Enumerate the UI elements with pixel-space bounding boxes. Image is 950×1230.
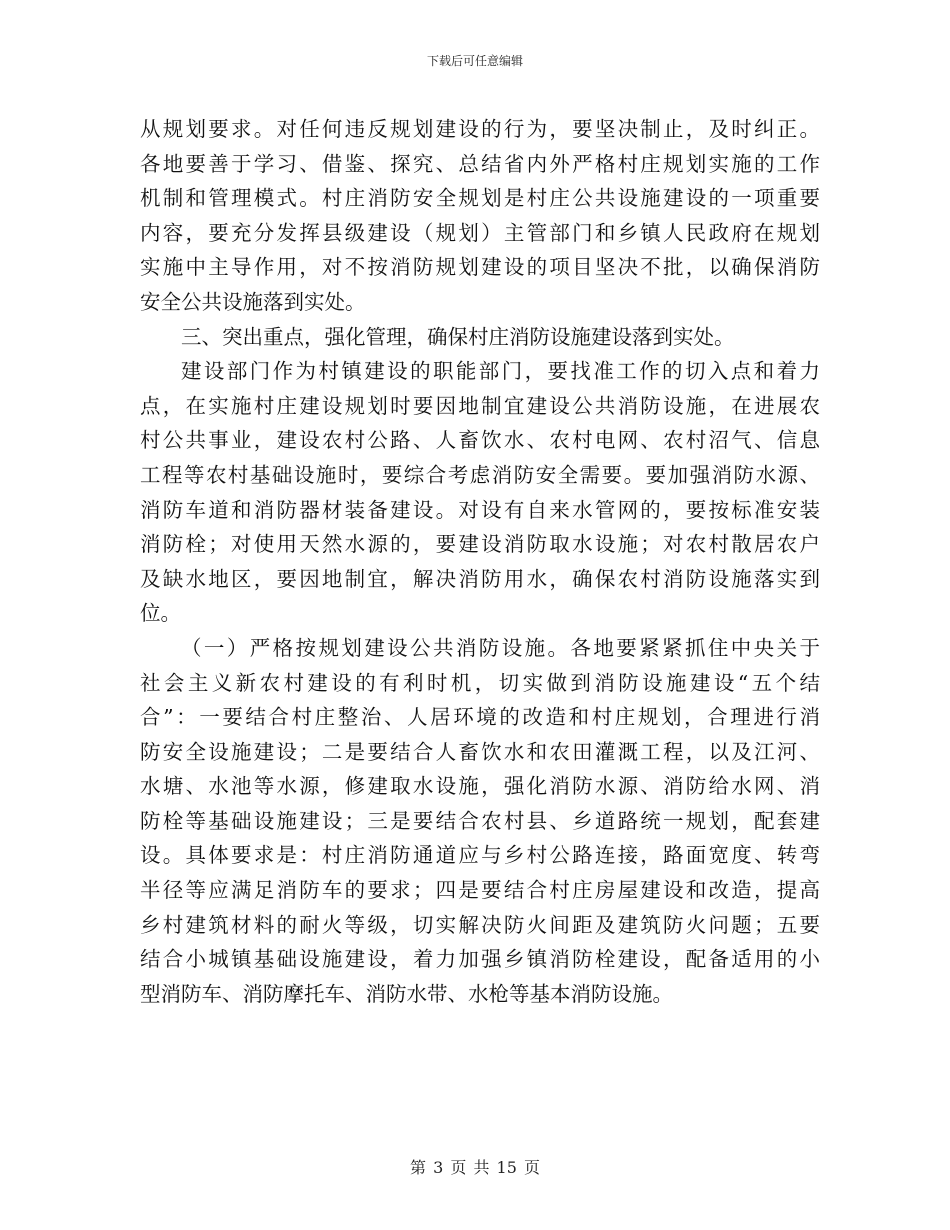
paragraph-line: 社会主义新农村建设的有利时机，切实做到消防设施建设“五个结 <box>140 670 820 695</box>
paragraph-line: 水塘、水池等水源，修建取水设施，强化消防水源、消防给水网、消 <box>140 774 820 799</box>
paragraph-line: 半径等应满足消防车的要求；四是要结合村庄房屋建设和改造，提高 <box>140 878 820 903</box>
section-heading: 三、突出重点，强化管理，确保村庄消防设施建设落到实处。 <box>181 324 735 349</box>
paragraph-line: 合”：一要结合村庄整治、人居环境的改造和村庄规划，合理进行消 <box>140 705 820 730</box>
paragraph-line: 点，在实施村庄建设规划时要因地制宜建设公共消防设施，在进展农 <box>140 393 820 418</box>
paragraph-line: 消防栓；对使用天然水源的，要建设消防取水设施；对农村散居农户 <box>140 532 820 557</box>
paragraph-line: 实施中主导作用，对不按消防规划建设的项目坚决不批，以确保消防 <box>140 255 820 280</box>
paragraph-line: 设。具体要求是：村庄消防通道应与乡村公路连接，路面宽度、转弯 <box>140 843 820 868</box>
paragraph-line: 防栓等基础设施建设；三是要结合农村县、乡道路统一规划，配套建 <box>140 808 820 833</box>
paragraph-line: 内容，要充分发挥县级建设（规划）主管部门和乡镇人民政府在规划 <box>140 220 820 245</box>
paragraph-line: 工程等农村基础设施时，要综合考虑消防安全需要。要加强消防水源、 <box>140 462 820 487</box>
paragraph-line: 安全公共设施落到实处。 <box>140 289 366 314</box>
page-number-footer: 第 3 页 共 15 页 <box>410 1158 540 1177</box>
paragraph-line: 乡村建筑材料的耐火等级，切实解决防火间距及建筑防火问题；五要 <box>140 912 820 937</box>
paragraph-line: 型消防车、消防摩托车、消防水带、水枪等基本消防设施。 <box>140 981 673 1006</box>
paragraph-line: 防安全设施建设；二是要结合人畜饮水和农田灌溉工程，以及江河、 <box>140 739 820 764</box>
paragraph-line: 机制和管理模式。村庄消防安全规划是村庄公共设施建设的一项重要 <box>140 186 820 211</box>
paragraph-line: 从规划要求。对任何违反规划建设的行为，要坚决制止，及时纠正。 <box>140 117 820 141</box>
paragraph-line: 消防车道和消防器材装备建设。对设有自来水管网的，要按标准安装 <box>140 497 820 522</box>
page-header: 下载后可任意编辑 <box>426 54 523 68</box>
paragraph-line: （一）严格按规划建设公共消防设施。各地要紧紧抓住中央关于 <box>181 635 820 660</box>
paragraph-line: 建设部门作为村镇建设的职能部门，要找准工作的切入点和着力 <box>181 359 820 384</box>
paragraph-line: 结合小城镇基础设施建设，着力加强乡镇消防栓建设，配备适用的小 <box>140 947 820 972</box>
paragraph-line: 村公共事业，建设农村公路、人畜饮水、农村电网、农村沼气、信息 <box>140 428 820 453</box>
paragraph-line: 及缺水地区，要因地制宜，解决消防用水，确保农村消防设施落实到 <box>140 566 820 591</box>
paragraph-line: 各地要善于学习、借鉴、探究、总结省内外严格村庄规划实施的工作 <box>140 151 820 176</box>
document-body <box>140 112 820 1011</box>
paragraph-line: 位。 <box>140 601 181 626</box>
